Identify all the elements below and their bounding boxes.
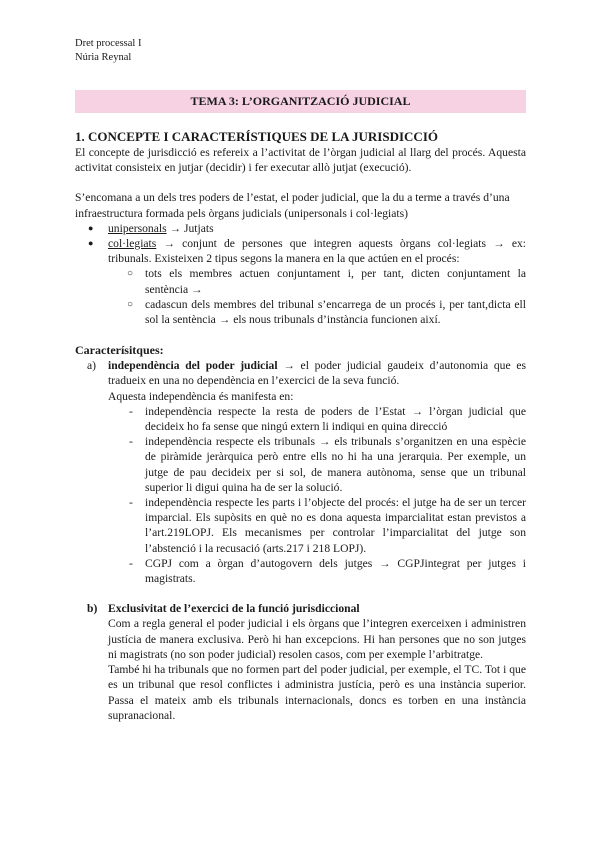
page-title: TEMA 3: L’ORGANITZACIÓ JUDICIAL [75,90,526,113]
list-item [75,221,526,236]
sub-bullet-text: cadascun dels membres del tribunal s’encarrega de un procés i, per tant,dicta ell sol la sentència → els nous tribunals d’instància funcionen així. [145,297,526,327]
characteristics-heading: Caracterísitques: [75,343,164,358]
item-marker: a) [87,359,97,373]
characteristic-term: Exclusivitat de l’exercici de la funció jurisdiccional [108,602,360,616]
characteristic-term: independència del poder judicial [108,359,278,373]
bullet-term: unipersonals [108,221,167,235]
header-course: Dret processal I [75,38,142,49]
intro-paragraph: El concepte de jurisdicció es refereix a l’activitat de l’òrgan judicial al llarg del procés. Aquesta activitat consisteix en jutjar (decidir) i fer executar allò jutjat (execució). [75,146,526,175]
sub-list-item [75,266,526,296]
circle-bullet-icon: ○ [127,268,134,280]
dash-marker: - [129,556,133,570]
dash-item-text: CGPJ com a òrgan d’autogovern dels jutges → CGPJintegrat per jutges i magistrats. [145,556,526,586]
dash-item-text: independència respecte la resta de poders de l’Estat → l’òrgan judicial que decideix ho fa sense que ningú extern li indiqui en quina direcció [145,404,526,434]
powers-paragraph: S’encomana a un dels tres poders de l’estat, el poder judicial, que la du a terme a través d’una infraestructura formada pels òrgans judicials (unipersonals i col·legiats) [75,191,510,220]
characteristic-a [75,358,526,388]
exclusivity-paragraph-1: Com a regla general el poder judicial i els òrgans que l’integren exerceixen i administren justícia de manera exclusiva. Però hi han excepcions. Hi han persones que no son jutges ni magistrats (no son poder judicial) resolen casos, com per exemple l’arbitratge. [108,617,526,661]
sub-list-item [75,297,526,327]
characteristic-text: → el poder judicial gaudeix d’autonomia que es tradueix en una no dependència en l’exercici de la seva funció. [108,359,526,388]
dash-item [75,556,526,586]
dash-item-text: independència respecte les parts i l’objecte del procés: el jutge ha de ser un tercer imparcial. Els supòsits en què no es dona aquesta imparcialitat estan previstos a l’art.219LOPJ. Els mecanismes per controlar l’imparcialitat del jutge son l’abstenció i la recusació (arts.217 i 218 LOPJ). [145,496,526,555]
bullet-icon: ● [88,222,94,233]
document-body [75,128,526,723]
dash-item [75,495,526,556]
exclusivity-paragraph-2: També hi ha tribunals que no formen part del poder judicial, per exemple, el TC. Tot i que es un tribunal que resol conflictes i administra justícia, però es una instància superior. Passa el mateix amb els tribunals internacionals, doncs es torben en una instància supranacional. [108,663,526,722]
section-heading: 1. CONCEPTE I CARACTERÍSTIQUES DE LA JURISDICCIÓ [75,129,438,144]
item-marker: b) [87,602,98,616]
dash-marker: - [129,404,133,418]
sub-bullet-text: tots els membres actuen conjuntament i, per tant, dicten conjuntament la sentència → [145,267,526,296]
bullet-term: col·legiats [108,237,157,251]
dash-item-text: independència respecte els tribunals → els tribunals s’organitzen en una espècie de piràmide jeràrquica però entre ells no hi ha una jerarquia. Per exemple, un jutge de pau decideix per si sol, de manera autònoma, sense que un tribunal superior li digui quina ha de ser la solució. [145,435,526,494]
dash-item [75,404,526,434]
bullet-text: → Jutjats [166,221,214,235]
circle-bullet-icon: ○ [127,298,134,310]
independence-intro: Aquesta independència és manifesta en: [108,389,294,403]
bullet-icon: ● [88,238,94,249]
characteristic-b [75,601,526,616]
dash-marker: - [129,435,133,449]
dash-item [75,434,526,495]
document-header [75,37,141,65]
bullet-text: → conjunt de persones que integren aquests òrgans col·legiats → ex: tribunals. Existeixen 2 tipus segons la manera en la que actúen en el procés: [108,237,526,266]
list-item [75,236,526,266]
header-author: Núria Reynal [75,52,132,63]
dash-marker: - [129,496,133,510]
